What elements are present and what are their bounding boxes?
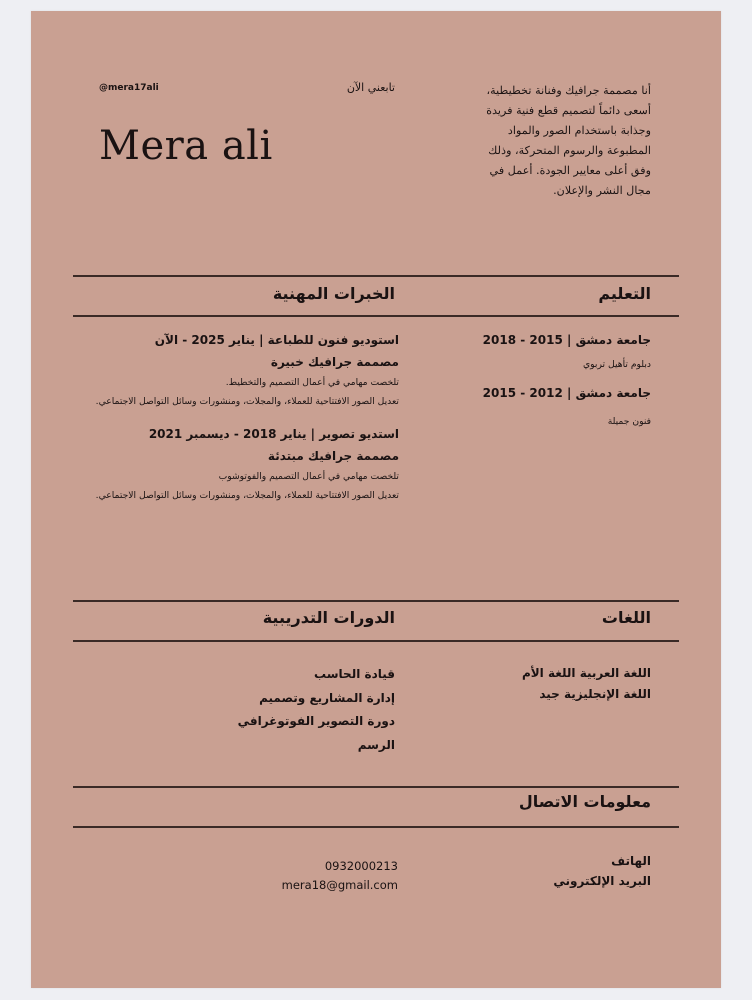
- experience-line: تعديل الصور الافتتاحية للعملاء، والمجلات، ومنشورات وسائل التواصل الاجتماعي.: [95, 490, 399, 501]
- languages-title: اللغات: [601, 608, 651, 627]
- education-list: [411, 329, 651, 431]
- resume-page: [31, 11, 721, 988]
- divider: [73, 826, 679, 828]
- divider: [73, 786, 679, 788]
- experience-heading: استديو تصوير | يناير 2018 - ديسمبر 2021: [148, 427, 399, 441]
- bio-paragraph: أنا مصممة جرافيك وفنانة تخطيطية، أسعى دائماً لتصميم قطع فنية فريدة وجذابة باستخدام الصور والمواد المطبوعة والرسوم المتحركة، وذلك وفق أعلى معايير الجودة. أعمل في مجال النشر والإعلان.: [486, 84, 651, 197]
- languages-list: [411, 663, 651, 705]
- language-item: اللغة الإنجليزية جيد: [539, 687, 651, 701]
- course-item: إدارة المشاريع وتصميم: [259, 690, 395, 705]
- email-label: البريد الإلكتروني: [553, 874, 651, 888]
- experience-role: مصممة جرافيك خبيرة: [270, 355, 399, 369]
- email-value[interactable]: mera18@gmail.com: [281, 878, 398, 892]
- education-detail: دبلوم تأهيل تربوي: [582, 359, 651, 370]
- courses-title: الدورات التدريبية: [262, 608, 395, 627]
- divider: [73, 275, 679, 277]
- experience-heading: استوديو فنون للطباعة | يناير 2025 - الآن: [154, 333, 399, 347]
- experience-list: [69, 329, 399, 505]
- divider: [73, 640, 679, 642]
- social-handle[interactable]: @mera17ali: [99, 83, 159, 93]
- education-heading: جامعة دمشق | 2015 - 2018: [482, 333, 651, 347]
- education-detail: فنون جميلة: [607, 416, 651, 427]
- contact-labels: [451, 851, 651, 891]
- person-name: Mera ali: [99, 123, 273, 169]
- language-item: اللغة العربية اللغة الأم: [521, 666, 651, 680]
- education-heading: جامعة دمشق | 2012 - 2015: [482, 386, 651, 400]
- experience-role: مصممة جرافيك مبتدئة: [267, 449, 399, 463]
- contact-values: [198, 857, 398, 895]
- contact-title: معلومات الاتصال: [518, 792, 651, 811]
- experience-line: تعديل الصور الافتتاحية للعملاء، والمجلات، ومنشورات وسائل التواصل الاجتماعي.: [95, 396, 399, 407]
- experience-line: تلخصت مهامي في أعمال التصميم والتخطيط.: [225, 377, 399, 388]
- course-item: قيادة الحاسب: [314, 667, 395, 681]
- experience-line: تلخصت مهامي في أعمال التصميم والفوتوشوب: [218, 471, 399, 482]
- divider: [73, 315, 679, 317]
- education-title: التعليم: [598, 284, 651, 303]
- divider: [73, 600, 679, 602]
- follow-label[interactable]: تابعني الآن: [346, 81, 395, 94]
- course-item: دورة التصوير الفوتوغرافي: [237, 714, 395, 728]
- course-item: الرسم: [357, 737, 395, 752]
- phone-value[interactable]: 0932000213: [324, 859, 398, 873]
- courses-list: [135, 663, 395, 757]
- phone-label: الهاتف: [611, 854, 651, 868]
- experience-title: الخبرات المهنية: [272, 284, 395, 303]
